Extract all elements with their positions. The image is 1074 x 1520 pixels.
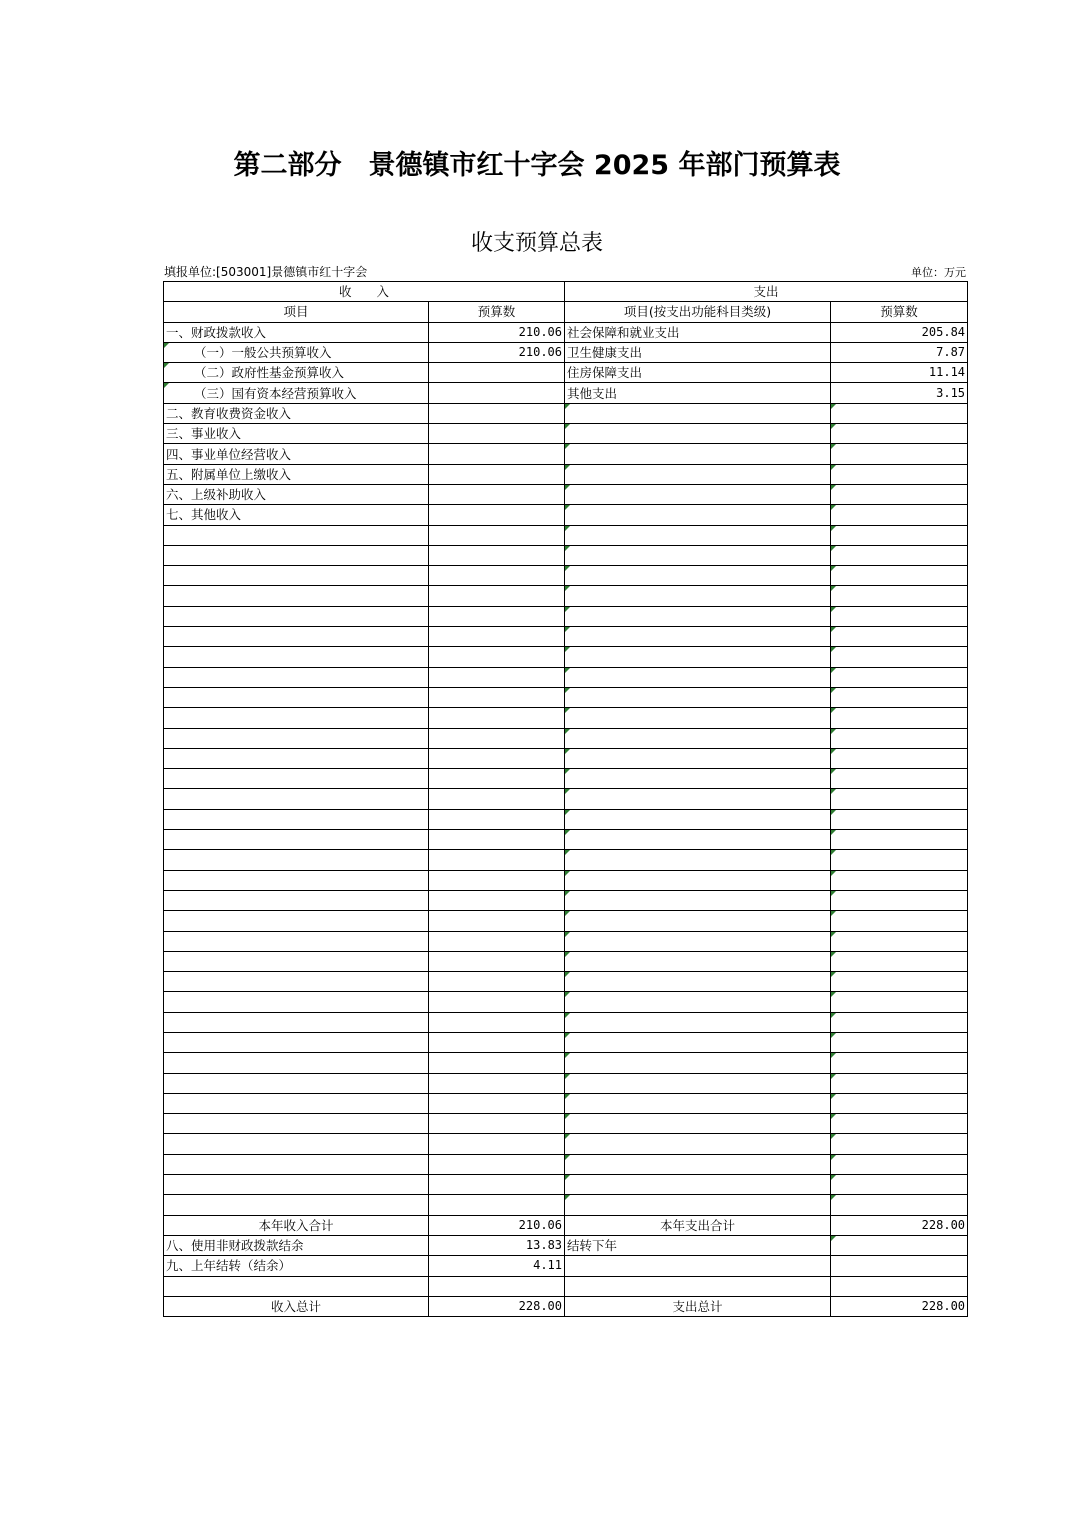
- reporting-unit: 填报单位:[503001]景德镇市红十字会: [164, 265, 368, 279]
- income-year-total-amount: 210.06: [429, 1215, 565, 1235]
- income-amount: [429, 606, 565, 626]
- income-amount: [429, 525, 565, 545]
- expense-item: [565, 972, 831, 992]
- income-item: （二）政府性基金预算收入: [164, 363, 429, 383]
- expense-amount: 205.84: [831, 322, 968, 342]
- expense-item: [565, 1093, 831, 1113]
- income-item: 四、事业单位经营收入: [164, 444, 429, 464]
- expense-item: [565, 586, 831, 606]
- income-amount: [429, 444, 565, 464]
- income-amount: [429, 1175, 565, 1195]
- income-item: [164, 890, 429, 910]
- income-item: [164, 606, 429, 626]
- expense-amount: [831, 1256, 968, 1276]
- income-amount: [429, 911, 565, 931]
- income-item: [164, 586, 429, 606]
- expense-item: [565, 505, 831, 525]
- income-item: [164, 830, 429, 850]
- expense-amount: [831, 403, 968, 423]
- income-year-total-label: 本年收入合计: [164, 1215, 429, 1235]
- expense-amount: [831, 911, 968, 931]
- expense-item: [565, 850, 831, 870]
- blank-row: [164, 545, 968, 565]
- grand-total-row: [164, 1296, 968, 1316]
- expense-item: [565, 444, 831, 464]
- income-amount: [429, 1134, 565, 1154]
- expense-item: [565, 708, 831, 728]
- expense-amount: [831, 789, 968, 809]
- blank-row: [164, 1032, 968, 1052]
- blank-row: [164, 1195, 968, 1215]
- blank-row: [164, 992, 968, 1012]
- expense-amount: [831, 667, 968, 687]
- expense-amount: [831, 769, 968, 789]
- year-total-row: [164, 1215, 968, 1235]
- income-amount: [429, 383, 565, 403]
- blank-row: [164, 911, 968, 931]
- blank-row: [164, 748, 968, 768]
- expense-item: 其他支出: [565, 383, 831, 403]
- expense-amount: [831, 972, 968, 992]
- blank-row: [164, 586, 968, 606]
- income-item: [164, 769, 429, 789]
- expense-item: [565, 627, 831, 647]
- expense-item: [565, 566, 831, 586]
- income-amount: [429, 951, 565, 971]
- expense-amount: [831, 708, 968, 728]
- expense-item: [565, 992, 831, 1012]
- expense-amount: [831, 484, 968, 504]
- currency-unit: 单位：万元: [911, 266, 966, 279]
- budget-summary-table: [163, 281, 968, 1317]
- expense-amount: [831, 951, 968, 971]
- income-amount-header: 预算数: [429, 302, 565, 322]
- income-item: 一、财政拨款收入: [164, 322, 429, 342]
- expense-grand-total-label: 支出总计: [565, 1296, 831, 1316]
- expense-item: [565, 890, 831, 910]
- expense-amount: [831, 850, 968, 870]
- income-grand-total-label: 收入总计: [164, 1296, 429, 1316]
- table-row: [164, 1276, 968, 1296]
- table-row: [164, 444, 968, 464]
- income-item: [164, 972, 429, 992]
- income-amount: [429, 708, 565, 728]
- blank-row: [164, 931, 968, 951]
- income-amount: [429, 687, 565, 707]
- income-item: [164, 850, 429, 870]
- expense-item: [565, 728, 831, 748]
- table-row: [164, 363, 968, 383]
- income-item: [164, 1053, 429, 1073]
- income-item: [164, 1114, 429, 1134]
- income-amount: [429, 1053, 565, 1073]
- expense-amount: [831, 424, 968, 444]
- income-amount: [429, 890, 565, 910]
- blank-row: [164, 708, 968, 728]
- income-amount: 210.06: [429, 322, 565, 342]
- table-row: [164, 464, 968, 484]
- blank-row: [164, 830, 968, 850]
- expense-amount: [831, 627, 968, 647]
- blank-row: [164, 627, 968, 647]
- expense-item: [565, 525, 831, 545]
- expense-amount: [831, 687, 968, 707]
- income-item: 六、上级补助收入: [164, 484, 429, 504]
- expense-amount: [831, 647, 968, 667]
- expense-amount: 7.87: [831, 342, 968, 362]
- income-item: [164, 809, 429, 829]
- income-amount: [429, 870, 565, 890]
- income-amount: [429, 403, 565, 423]
- income-item: [164, 1276, 429, 1296]
- income-item: [164, 1093, 429, 1113]
- income-item: （一）一般公共预算收入: [164, 342, 429, 362]
- income-amount: [429, 992, 565, 1012]
- blank-row: [164, 870, 968, 890]
- expense-amount: [831, 870, 968, 890]
- income-item: 三、事业收入: [164, 424, 429, 444]
- blank-row: [164, 566, 968, 586]
- expense-amount: [831, 1195, 968, 1215]
- income-item: [164, 870, 429, 890]
- blank-row: [164, 1114, 968, 1134]
- expense-item: [565, 931, 831, 951]
- income-amount: 210.06: [429, 342, 565, 362]
- income-item: [164, 708, 429, 728]
- income-amount: [429, 748, 565, 768]
- blank-row: [164, 606, 968, 626]
- expense-item: [565, 1154, 831, 1174]
- expense-item: [565, 830, 831, 850]
- expense-amount: [831, 1093, 968, 1113]
- table-row: [164, 505, 968, 525]
- expense-item: 住房保障支出: [565, 363, 831, 383]
- income-item: [164, 931, 429, 951]
- income-item: [164, 647, 429, 667]
- blank-row: [164, 1073, 968, 1093]
- income-amount: [429, 1093, 565, 1113]
- expense-amount: [831, 992, 968, 1012]
- expense-amount: [831, 1012, 968, 1032]
- blank-row: [164, 951, 968, 971]
- income-amount: [429, 647, 565, 667]
- expense-amount: [831, 1114, 968, 1134]
- income-item: [164, 789, 429, 809]
- expense-group-header: 支出: [565, 282, 968, 302]
- expense-amount: [831, 1032, 968, 1052]
- column-header-row: [164, 302, 968, 322]
- expense-amount: [831, 931, 968, 951]
- blank-row: [164, 789, 968, 809]
- expense-item: [565, 545, 831, 565]
- expense-amount: [831, 1154, 968, 1174]
- income-item: 五、附属单位上缴收入: [164, 464, 429, 484]
- blank-row: [164, 647, 968, 667]
- blank-row: [164, 687, 968, 707]
- table-row: [164, 424, 968, 444]
- blank-row: [164, 728, 968, 748]
- income-amount: [429, 484, 565, 504]
- income-item: （三）国有资本经营预算收入: [164, 383, 429, 403]
- income-amount: [429, 830, 565, 850]
- income-item: [164, 667, 429, 687]
- expense-amount: 3.15: [831, 383, 968, 403]
- income-item: [164, 728, 429, 748]
- income-item: [164, 1154, 429, 1174]
- expense-item: [565, 870, 831, 890]
- income-item: [164, 748, 429, 768]
- table-row: [164, 322, 968, 342]
- income-amount: [429, 586, 565, 606]
- blank-row: [164, 972, 968, 992]
- income-amount: [429, 1073, 565, 1093]
- expense-item: [565, 1195, 831, 1215]
- income-group-header: 收 入: [164, 282, 565, 302]
- income-amount: [429, 566, 565, 586]
- income-item: [164, 1134, 429, 1154]
- expense-item: [565, 1134, 831, 1154]
- expense-amount: [831, 1235, 968, 1255]
- expense-item: 社会保障和就业支出: [565, 322, 831, 342]
- income-item: [164, 545, 429, 565]
- expense-item: [565, 647, 831, 667]
- expense-amount: [831, 464, 968, 484]
- expense-amount: [831, 505, 968, 525]
- document-title: 第二部分 景德镇市红十字会 2025 年部门预算表: [233, 150, 841, 181]
- income-amount: [429, 1276, 565, 1296]
- expense-item: [565, 484, 831, 504]
- blank-row: [164, 1093, 968, 1113]
- expense-amount: [831, 1276, 968, 1296]
- blank-row: [164, 1053, 968, 1073]
- table-row: [164, 383, 968, 403]
- income-item: 九、上年结转（结余）: [164, 1256, 429, 1276]
- income-item: [164, 1195, 429, 1215]
- expense-item: [565, 403, 831, 423]
- income-amount: [429, 667, 565, 687]
- expense-item: 结转下年: [565, 1235, 831, 1255]
- income-amount: [429, 1195, 565, 1215]
- expense-item: [565, 748, 831, 768]
- expense-item: [565, 1073, 831, 1093]
- blank-row: [164, 1012, 968, 1032]
- expense-item: [565, 769, 831, 789]
- expense-amount: 11.14: [831, 363, 968, 383]
- income-item-header: 项目: [164, 302, 429, 322]
- blank-row: [164, 1134, 968, 1154]
- table-title: 收支预算总表: [470, 231, 603, 256]
- expense-grand-total-amount: 228.00: [831, 1296, 968, 1316]
- income-amount: [429, 769, 565, 789]
- expense-amount: [831, 809, 968, 829]
- table-row: [164, 342, 968, 362]
- income-amount: [429, 627, 565, 647]
- expense-amount-header: 预算数: [831, 302, 968, 322]
- blank-row: [164, 890, 968, 910]
- income-amount: [429, 424, 565, 444]
- expense-item: [565, 1276, 831, 1296]
- expense-item: [565, 1032, 831, 1052]
- blank-row: [164, 809, 968, 829]
- income-item: [164, 1073, 429, 1093]
- expense-item: [565, 789, 831, 809]
- expense-item: [565, 667, 831, 687]
- expense-item: 卫生健康支出: [565, 342, 831, 362]
- expense-amount: [831, 1073, 968, 1093]
- expense-item: [565, 606, 831, 626]
- table-row: [164, 1256, 968, 1276]
- expense-item: [565, 1175, 831, 1195]
- expense-amount: [831, 1134, 968, 1154]
- expense-item: [565, 464, 831, 484]
- expense-amount: [831, 1053, 968, 1073]
- income-item: 八、使用非财政拨款结余: [164, 1235, 429, 1255]
- income-amount: [429, 1154, 565, 1174]
- expense-amount: [831, 728, 968, 748]
- expense-item-header: 项目(按支出功能科目类级): [565, 302, 831, 322]
- expense-item: [565, 687, 831, 707]
- blank-row: [164, 1175, 968, 1195]
- income-item: 二、教育收费资金收入: [164, 403, 429, 423]
- income-amount: [429, 931, 565, 951]
- expense-item: [565, 1053, 831, 1073]
- income-amount: [429, 1114, 565, 1134]
- expense-item: [565, 809, 831, 829]
- income-amount: [429, 789, 565, 809]
- income-item: 七、其他收入: [164, 505, 429, 525]
- expense-amount: [831, 830, 968, 850]
- expense-amount: [831, 606, 968, 626]
- income-item: [164, 1012, 429, 1032]
- income-amount: [429, 850, 565, 870]
- expense-amount: [831, 748, 968, 768]
- income-amount: [429, 809, 565, 829]
- group-header-row: [164, 282, 968, 302]
- income-item: [164, 566, 429, 586]
- income-amount: [429, 363, 565, 383]
- expense-amount: [831, 525, 968, 545]
- expense-amount: [831, 890, 968, 910]
- blank-row: [164, 525, 968, 545]
- expense-amount: [831, 586, 968, 606]
- blank-row: [164, 1154, 968, 1174]
- income-amount: 4.11: [429, 1256, 565, 1276]
- income-item: [164, 951, 429, 971]
- income-item: [164, 687, 429, 707]
- table-row: [164, 1235, 968, 1255]
- income-amount: [429, 1012, 565, 1032]
- expense-year-total-amount: 228.00: [831, 1215, 968, 1235]
- income-item: [164, 911, 429, 931]
- income-item: [164, 525, 429, 545]
- income-amount: [429, 972, 565, 992]
- blank-row: [164, 769, 968, 789]
- expense-amount: [831, 545, 968, 565]
- income-grand-total-amount: 228.00: [429, 1296, 565, 1316]
- blank-row: [164, 850, 968, 870]
- expense-item: [565, 1012, 831, 1032]
- income-amount: [429, 464, 565, 484]
- income-amount: [429, 728, 565, 748]
- income-item: [164, 1175, 429, 1195]
- income-item: [164, 992, 429, 1012]
- blank-row: [164, 667, 968, 687]
- expense-item: [565, 951, 831, 971]
- income-amount: 13.83: [429, 1235, 565, 1255]
- income-amount: [429, 1032, 565, 1052]
- expense-item: [565, 424, 831, 444]
- expense-item: [565, 1256, 831, 1276]
- table-row: [164, 484, 968, 504]
- expense-item: [565, 1114, 831, 1134]
- expense-amount: [831, 1175, 968, 1195]
- income-item: [164, 627, 429, 647]
- expense-amount: [831, 444, 968, 464]
- expense-amount: [831, 566, 968, 586]
- income-amount: [429, 505, 565, 525]
- table-row: [164, 403, 968, 423]
- expense-item: [565, 911, 831, 931]
- expense-year-total-label: 本年支出合计: [565, 1215, 831, 1235]
- income-item: [164, 1032, 429, 1052]
- income-amount: [429, 545, 565, 565]
